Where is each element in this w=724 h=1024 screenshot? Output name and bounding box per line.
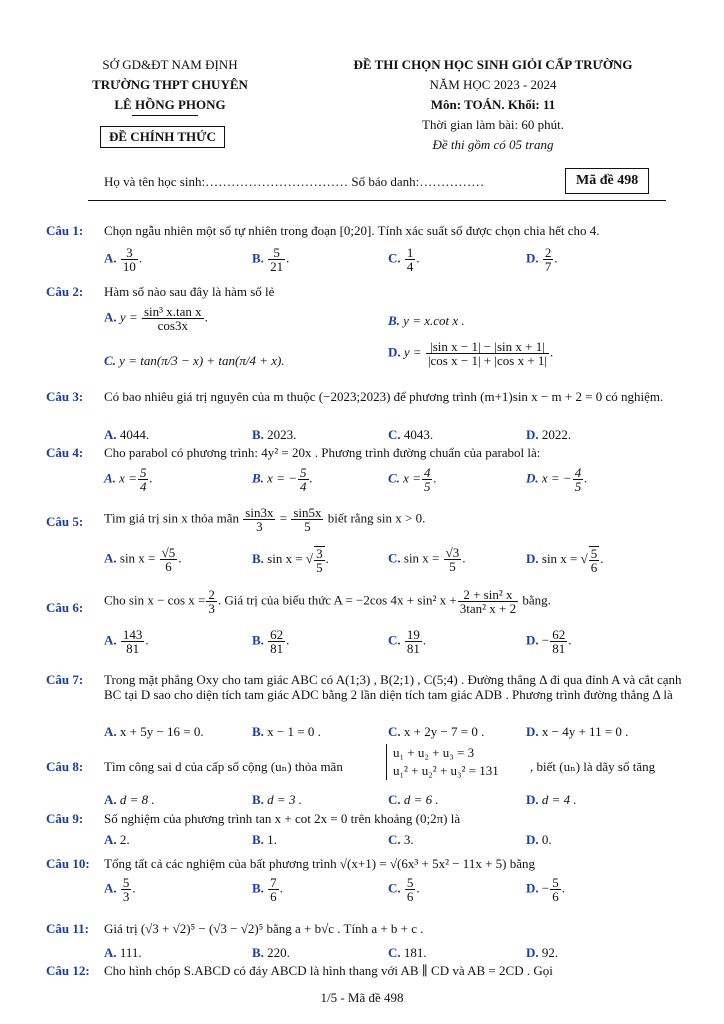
- option-a: A. y = $\frac{\text{sin³ x.tan x}}{\cos 3x}$ .: [104, 304, 208, 333]
- question-text-tail: , biết (uₙ) là dãy số tăng: [530, 759, 656, 774]
- subject: Môn: TOÁN. Khối: 11: [430, 97, 556, 112]
- option-a: A. $\frac{143}{81}$ .: [104, 627, 149, 656]
- option-d: D. $\frac{2}{7}$ .: [526, 245, 558, 274]
- option-c: C. d = 6 .: [388, 792, 439, 807]
- option-b: B. 1.: [252, 832, 277, 847]
- question-label: Câu 11:: [46, 921, 89, 936]
- option-c: C. 4043.: [388, 427, 434, 442]
- header-rule: [88, 200, 666, 201]
- question-label: Câu 1:: [46, 223, 84, 238]
- option-d: D. 2022.: [526, 427, 572, 442]
- question-text: Hàm số nào sau đây là hàm số lẻ: [104, 284, 275, 299]
- question-text: Tổng tất cả các nghiệm của bất phương trình √(x+1) = √(6x³ + 5x² − 11x + 5) bằng: [104, 856, 535, 871]
- option-b: B. $\frac{5}{21}$ .: [252, 245, 290, 274]
- option-d: D. x = − $\frac{4}{5}$ .: [526, 465, 588, 494]
- option-b: B. y = x.cot x .: [388, 313, 465, 328]
- school-header: [70, 55, 270, 115]
- option-c: C. y = tan(π/3 − x) + tan(π/4 + x).: [104, 353, 285, 368]
- question-text: Cho hình chóp S.ABCD có đáy ABCD là hình thang với AB ∥ CD và AB = 2CD . Gọi: [104, 963, 553, 978]
- official-badge: ĐỀ CHÍNH THỨC: [100, 126, 225, 148]
- option-c: C. $\frac{19}{81}$ .: [388, 627, 427, 656]
- option-a: A. $\frac{5}{3}$ .: [104, 875, 136, 904]
- question-text: Số nghiệm của phương trình tan x + cot 2x = 0 trên khoảng (0;2π) là: [104, 811, 461, 826]
- question-text: Cho sin x − cos x = $\frac{2}{3}$ . Giá trị của biểu thức A = −2cos 4x + sin² x + $\frac{\text{2 + sin² x}}{\text{3tan² x + 2}}$ bằng.: [104, 587, 551, 616]
- question-text: Chọn ngẫu nhiên một số tự nhiên trong đoạn [0;20]. Tính xác suất số được chọn chia hết cho 4.: [104, 223, 600, 238]
- option-a: A. 2.: [104, 832, 130, 847]
- option-c: C. $\frac{5}{6}$ .: [388, 875, 420, 904]
- option-b: B. 220.: [252, 945, 290, 960]
- page-count: Đề thi gồm có 05 trang: [432, 137, 554, 152]
- page-footer: 1/5 - Mã đề 498: [320, 990, 404, 1005]
- option-a: A. 4044.: [104, 427, 150, 442]
- question-text: Tìm giá trị sin x thỏa mãn $\frac{\sin 3x}{3}$ = $\frac{\sin 5x}{5}$ biết rằng sin x > 0.: [104, 505, 426, 534]
- option-c: C. x = $\frac{4}{5}$ .: [388, 465, 437, 494]
- student-info: Họ và tên học sinh:…………………………… Số báo danh:……………: [104, 174, 485, 189]
- option-b: B. $\frac{62}{81}$ .: [252, 627, 290, 656]
- question-label: Câu 10:: [46, 856, 90, 871]
- option-c: C. $\frac{1}{4}$ .: [388, 245, 420, 274]
- option-d: D. − $\frac{5}{6}$ .: [526, 875, 565, 904]
- option-a: A. x + 5y − 16 = 0.: [104, 724, 204, 739]
- question-label: Câu 2:: [46, 284, 84, 299]
- option-c: C. sin x = $\frac{√3}{5}$ .: [388, 545, 466, 574]
- dept-name: SỞ GD&ĐT NAM ĐỊNH: [102, 57, 238, 72]
- divider: [132, 115, 198, 116]
- option-d: D. y = $\frac{\text{|sin x − 1| − |sin x + 1|}}{\text{|cos x − 1| + |cos x + 1|}}$ .: [388, 339, 554, 368]
- option-d: D. sin x = √ $\frac{5}{6}$ .: [526, 546, 604, 575]
- option-d: D. 0.: [526, 832, 552, 847]
- question-label: Câu 12:: [46, 963, 90, 978]
- option-a: A. d = 8 .: [104, 792, 155, 807]
- question-text: Giá trị (√3 + √2)⁵ − (√3 − √2)⁵ bằng a + b√c . Tính a + b + c .: [104, 921, 424, 936]
- option-d: D. d = 4 .: [526, 792, 577, 807]
- option-c: C. 3.: [388, 832, 414, 847]
- option-b: B. x = − $\frac{5}{4}$ .: [252, 465, 313, 494]
- question-text: Tìm công sai d của cấp số cộng (uₙ) thỏa mãn: [104, 759, 343, 774]
- option-a: A. sin x = $\frac{√5}{6}$ .: [104, 545, 182, 574]
- option-d: D. x − 4y + 11 = 0 .: [526, 724, 629, 739]
- exam-code: Mã đề 498: [565, 168, 649, 194]
- question-label: Câu 3:: [46, 389, 84, 404]
- option-c: C. x + 2y − 7 = 0 .: [388, 724, 485, 739]
- option-d: D. − $\frac{62}{81}$ .: [526, 627, 572, 656]
- question-text: Có bao nhiêu giá trị nguyên của m thuộc (−2023;2023) để phương trình (m+1)sin x − m + 2 = 0 có nghiệm.: [104, 389, 664, 404]
- option-b: B. 2023.: [252, 427, 297, 442]
- option-a: A. 111.: [104, 945, 142, 960]
- exam-header: [318, 55, 668, 155]
- option-c: C. 181.: [388, 945, 427, 960]
- exam-title: ĐỀ THI CHỌN HỌC SINH GIỎI CẤP TRƯỜNG: [353, 57, 633, 72]
- question-label: Câu 6:: [46, 600, 84, 615]
- equation-system: u₁ + u₂ + u₃ = 3 u₁² + u₂² + u₃² = 131: [386, 744, 499, 780]
- school-name-2: LÊ HỒNG PHONG: [114, 97, 226, 112]
- option-b: B. $\frac{7}{6}$ .: [252, 875, 283, 904]
- question-label: Câu 7:: [46, 672, 84, 687]
- school-year: NĂM HỌC 2023 - 2024: [429, 77, 557, 92]
- option-a: A. $\frac{3}{10}$ .: [104, 245, 143, 274]
- question-label: Câu 4:: [46, 445, 84, 460]
- duration: Thời gian làm bài: 60 phút.: [422, 117, 564, 132]
- option-b: B. d = 3 .: [252, 792, 302, 807]
- school-name: TRƯỜNG THPT CHUYÊN: [92, 77, 248, 92]
- question-text: Trong mặt phẳng Oxy cho tam giác ABC có A(1;3) , B(2;1) , C(5;4) . Đường thẳng Δ đi qua đỉnh A và cắt cạnh BC tại D sao cho diện tích tam giác ADC bằng 2 lần diện tích tam giác ADB . Phương trình đường thẳng Δ là: [104, 672, 682, 702]
- option-b: B. sin x = √ $\frac{3}{5}$ .: [252, 546, 329, 575]
- question-label: Câu 8:: [46, 759, 84, 774]
- question-label: Câu 9:: [46, 811, 84, 826]
- question-label: Câu 5:: [46, 514, 84, 529]
- option-b: B. x − 1 = 0 .: [252, 724, 321, 739]
- question-text: Cho parabol có phương trình: 4y² = 20x . Phương trình đường chuẩn của parabol là:: [104, 445, 541, 460]
- option-a: A. x = $\frac{5}{4}$ .: [104, 465, 153, 494]
- option-d: D. 92.: [526, 945, 559, 960]
